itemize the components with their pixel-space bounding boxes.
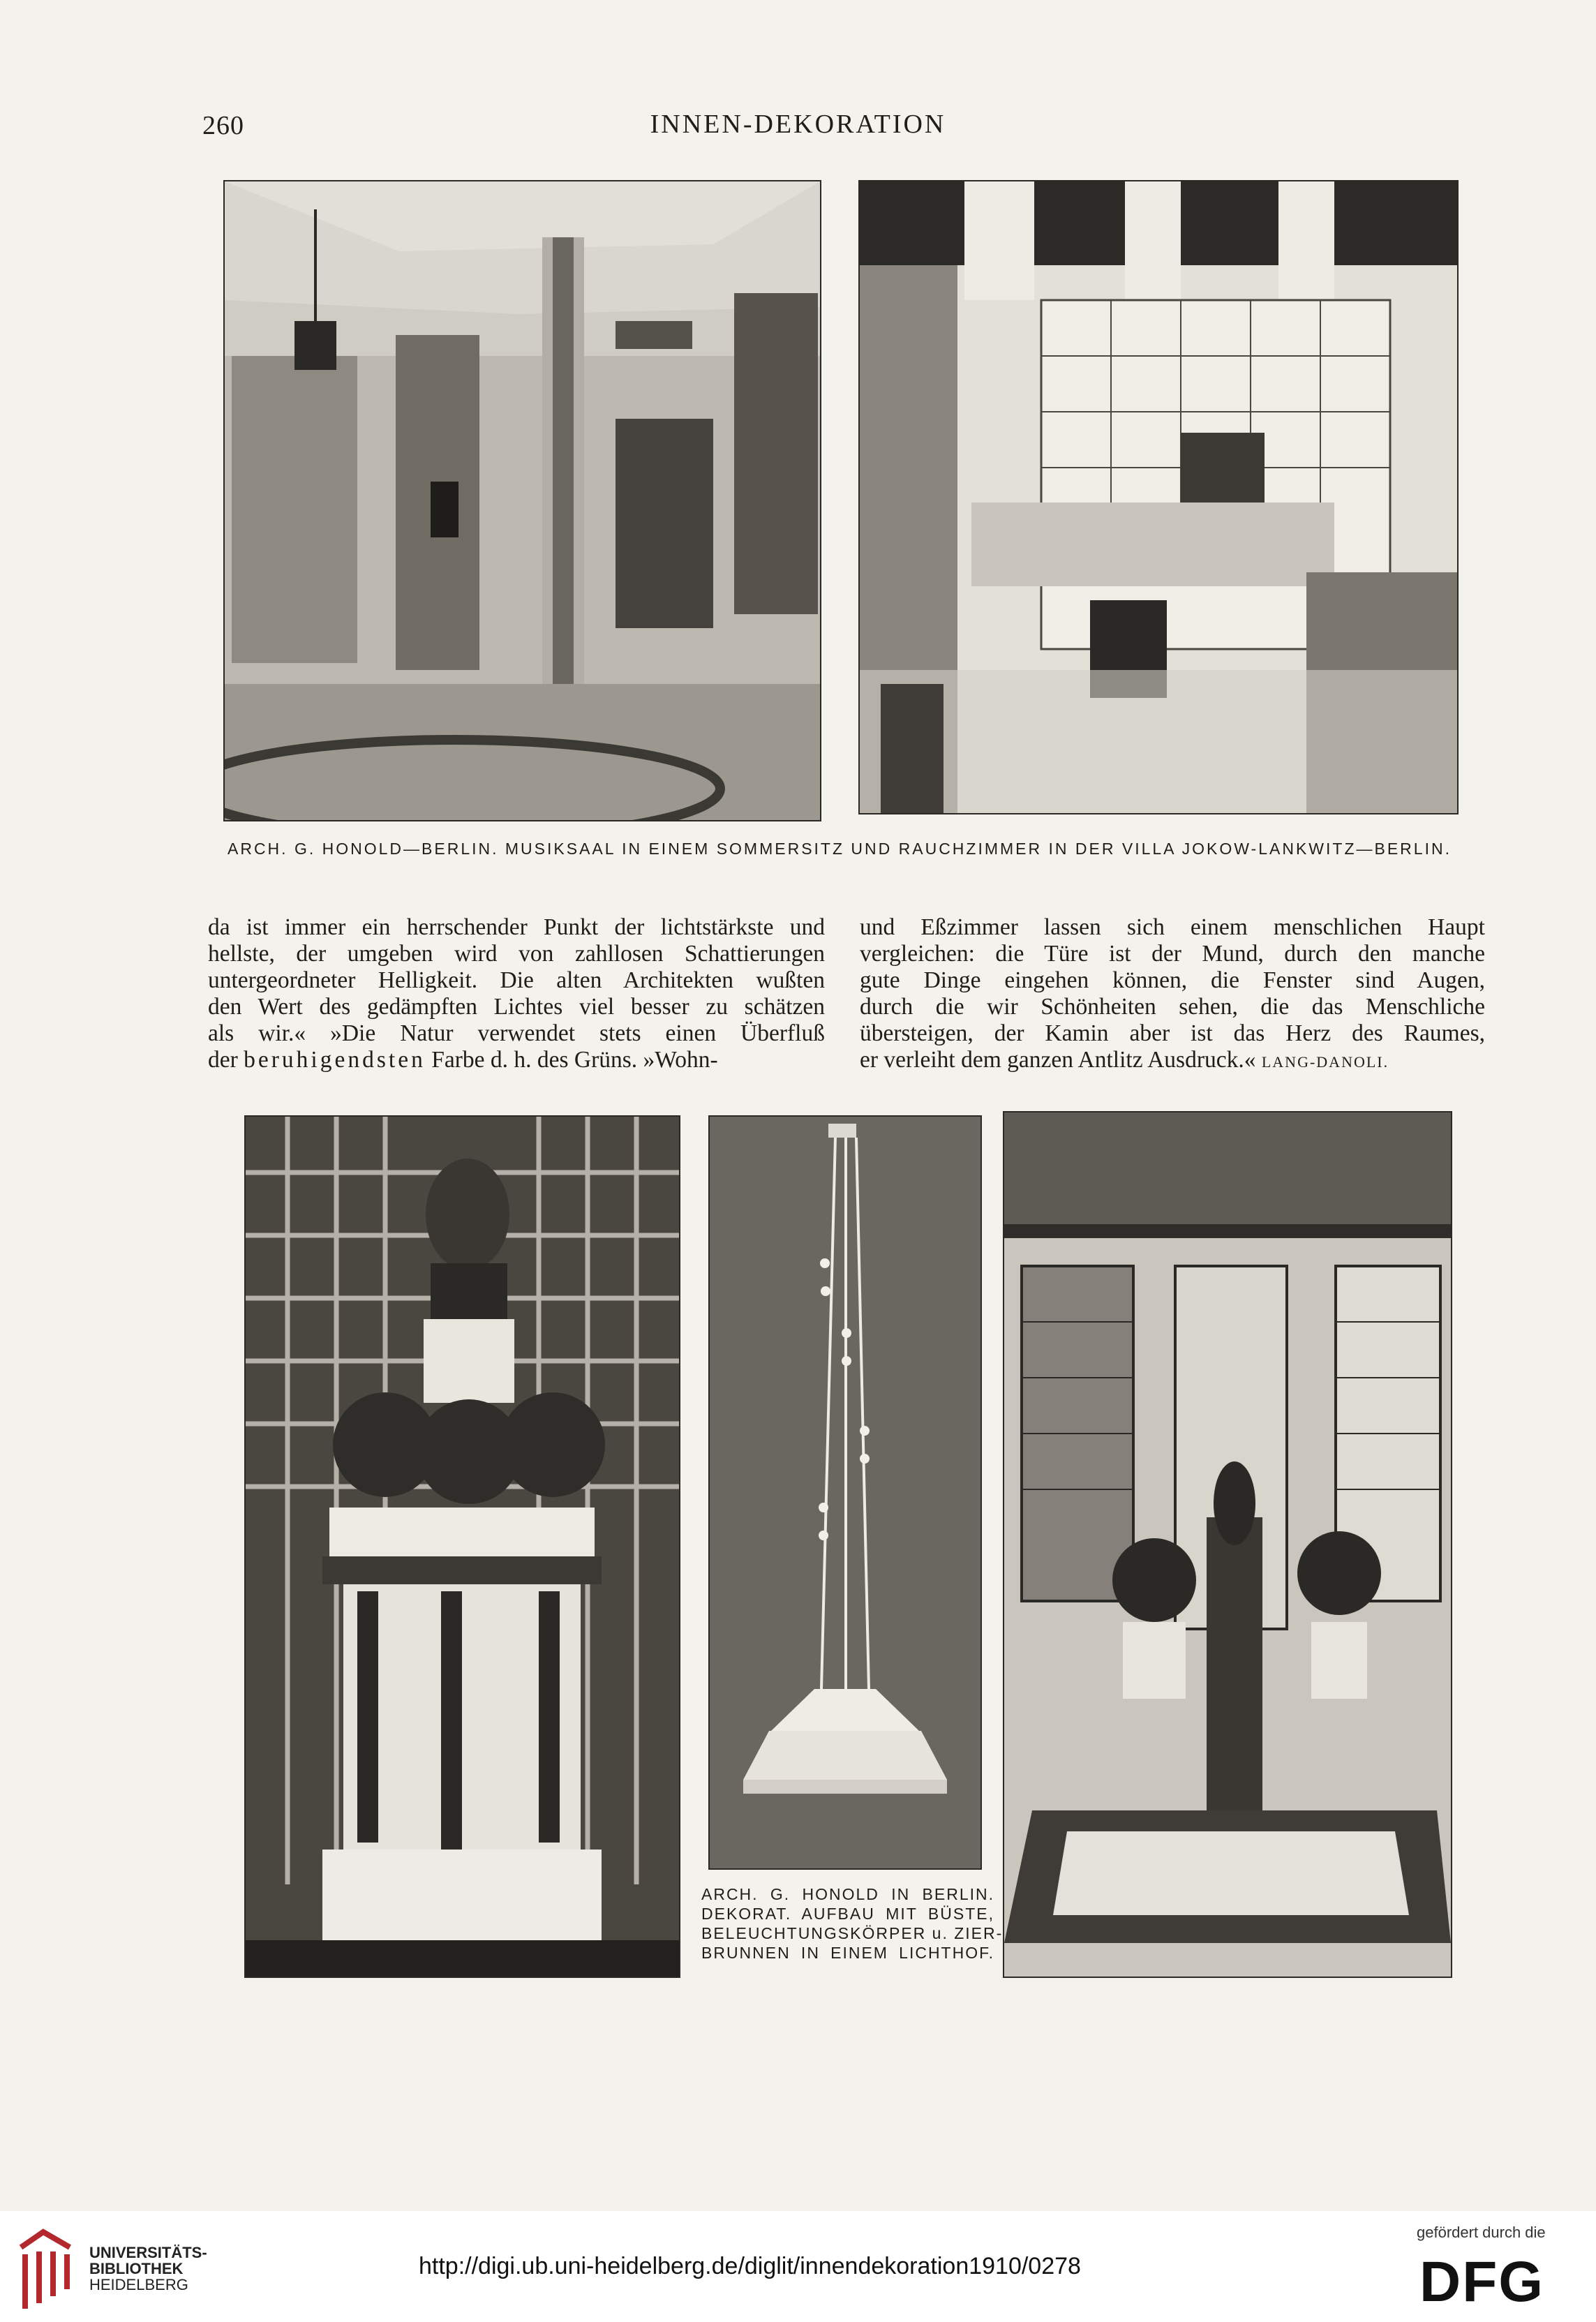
digitization-footer xyxy=(0,2211,1596,2322)
text-line: den Wert des gedämpften Lichtes viel besser zu schätzen xyxy=(208,994,825,1020)
top-photo-caption: ARCH. G. HONOLD—BERLIN. MUSIKSAAL IN EINEM SOMMERSITZ UND RAUCHZIMMER IN DER VILLA JOKOW-LANKWITZ—BERLIN. xyxy=(228,840,1452,858)
text-line: hellste, der umgeben wird von zahllosen Schattierungen xyxy=(208,941,825,967)
page-number: 260 xyxy=(202,111,244,140)
author-signature: LANG-DANOLI. xyxy=(1261,1053,1389,1071)
photo-musiksaal xyxy=(223,180,821,821)
digital-copy-link[interactable]: http://digi.ub.uni-heidelberg.de/diglit/innendekoration1910/0278 xyxy=(419,2253,1081,2279)
text-line xyxy=(860,1047,1485,1076)
bottom-photo-caption xyxy=(701,1884,1004,1963)
caption-line: ARCH. G. HONOLD IN BERLIN. xyxy=(701,1885,994,1903)
text-line: und Eßzimmer lassen sich einem menschlichen Haupt xyxy=(860,914,1485,940)
body-text-left-column xyxy=(208,914,825,1073)
photo-lamp xyxy=(708,1115,982,1870)
running-head: INNEN-DEKORATION xyxy=(650,110,946,139)
text-line: durch die wir Schönheiten sehen, die das Menschliche xyxy=(860,994,1485,1020)
dfg-logo: DFG xyxy=(1419,2250,1545,2314)
university-library-logo-icon xyxy=(15,2226,75,2312)
text-line: übersteigen, der Kamin aber ist das Herz des Raumes, xyxy=(860,1020,1485,1046)
body-text-right-column xyxy=(860,914,1485,1076)
photo-bust-display xyxy=(244,1115,680,1978)
text-fragment: der xyxy=(208,1047,244,1073)
emphasized-word: beruhigendsten xyxy=(244,1047,426,1073)
text-line: untergeordneter Helligkeit. Die alten Architekten wußten xyxy=(208,967,825,993)
text-line: vergleichen: die Türe ist der Mund, durch den manche xyxy=(860,941,1485,967)
university-library-name xyxy=(89,2245,207,2293)
funding-label: gefördert durch die xyxy=(1417,2224,1546,2241)
library-name-line: HEIDELBERG xyxy=(89,2276,188,2293)
text-line: gute Dinge eingehen können, die Fenster sind Augen, xyxy=(860,967,1485,993)
caption-line: BELEUCHTUNGSKÖRPER u. ZIER- xyxy=(701,1924,1004,1942)
text-line: da ist immer ein herrschender Punkt der lichtstärkste und xyxy=(208,914,825,940)
text-fragment: er verleiht dem ganzen Antlitz Ausdruck.« xyxy=(860,1047,1256,1073)
caption-line: BRUNNEN IN EINEM LICHTHOF. xyxy=(701,1944,994,1962)
caption-line: DEKORAT. AUFBAU MIT BÜSTE, xyxy=(701,1905,994,1923)
library-name-line: UNIVERSITÄTS- xyxy=(89,2244,207,2261)
photo-fountain-courtyard xyxy=(1003,1111,1452,1978)
text-fragment: Farbe d. h. des Grüns. »Wohn- xyxy=(425,1047,718,1073)
library-name-line: BIBLIOTHEK xyxy=(89,2260,184,2277)
photo-rauchzimmer xyxy=(858,180,1459,814)
text-line: als wir.« »Die Natur verwendet stets einen Überfluß xyxy=(208,1020,825,1046)
text-line xyxy=(208,1047,825,1073)
